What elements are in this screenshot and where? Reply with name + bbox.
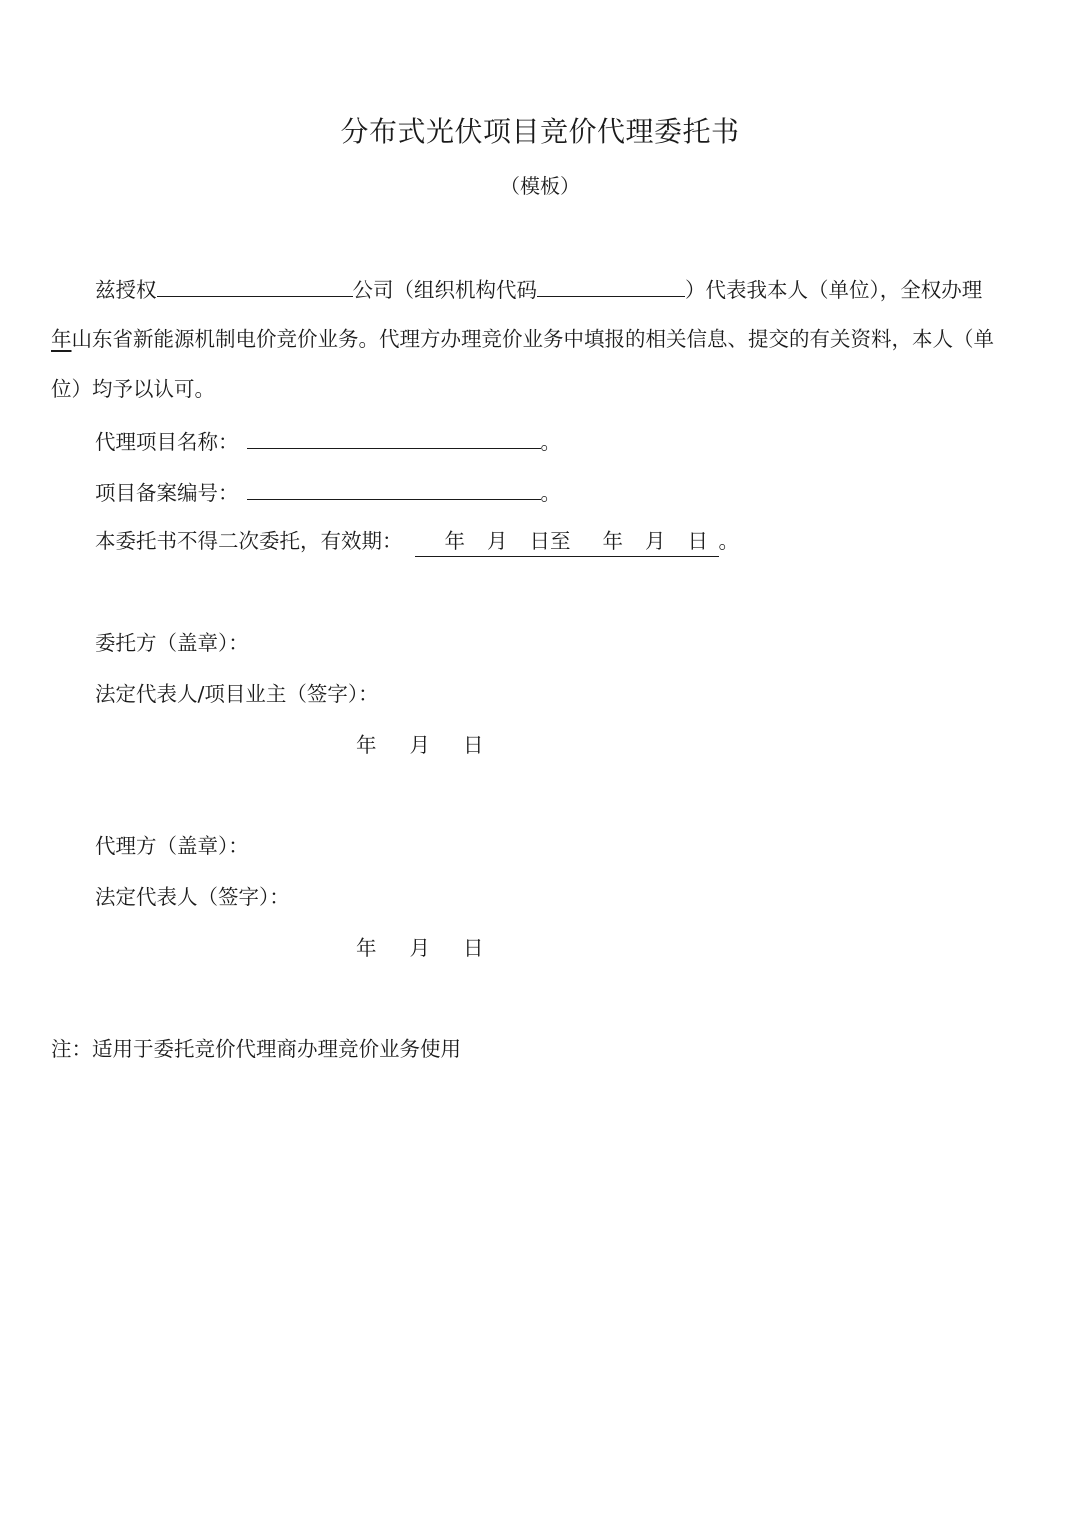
validity-year-start: 年 (444, 529, 465, 553)
record-number-label: 项目备案编号： (95, 481, 239, 505)
record-number-field (95, 477, 561, 507)
project-name-field (95, 426, 561, 456)
record-number-blank[interactable] (247, 477, 541, 500)
document-title: 分布式光伏项目竞价代理委托书 (340, 115, 740, 148)
principal-date-year: 年 (356, 733, 377, 757)
agent-signature-label: 法定代表人（签字）： (95, 885, 290, 909)
project-name-blank[interactable] (247, 426, 541, 449)
validity-year-end: 年 (602, 529, 623, 553)
principal-seal-label: 委托方（盖章）： (95, 631, 249, 655)
org-code-blank[interactable] (537, 274, 685, 297)
validity-day-end: 日 (687, 529, 708, 553)
principal-date-day: 日 (463, 733, 484, 757)
agent-date-day: 日 (463, 936, 484, 960)
authorization-line-2-text: 山东省新能源机制电价竞价业务。代理方办理竞价业务中填报的相关信息、提交的有关资料，本人（单 (71, 327, 994, 351)
agent-date-month: 月 (409, 936, 430, 960)
usage-note: 注：适用于委托竞价代理商办理竞价业务使用 (51, 1037, 461, 1061)
principal-date (356, 731, 484, 759)
record-number-end: 。 (540, 481, 561, 505)
agent-seal-label: 代理方（盖章）： (95, 834, 249, 858)
agent-date (356, 934, 484, 962)
principal-signature-label: 法定代表人/项目业主（签字）： (95, 682, 379, 706)
authorization-line-3: 位）均予以认可。 (51, 377, 215, 401)
agent-date-year: 年 (356, 936, 377, 960)
validity-label: 本委托书不得二次委托，有效期： (95, 529, 403, 553)
authorization-prefix: 兹授权 (95, 278, 157, 302)
validity-field (95, 527, 739, 557)
validity-day-start: 日至 (529, 529, 571, 553)
principal-date-month: 月 (409, 733, 430, 757)
company-name-blank[interactable] (157, 274, 353, 297)
project-name-label: 代理项目名称： (95, 430, 239, 454)
validity-end: 。 (718, 529, 739, 553)
authorization-line-1 (95, 274, 982, 304)
authorization-line-2 (51, 325, 994, 353)
validity-month-end: 月 (645, 529, 666, 553)
authorization-suffix: ）代表我本人（单位），全权办理 (685, 278, 983, 302)
authorization-mid: 公司（组织机构代码 (352, 278, 537, 302)
document-subtitle: （模板） (500, 174, 580, 198)
year-underlined: 年 (51, 327, 72, 351)
project-name-end: 。 (540, 430, 561, 454)
validity-date-range[interactable] (415, 527, 719, 557)
validity-month-start: 月 (487, 529, 508, 553)
